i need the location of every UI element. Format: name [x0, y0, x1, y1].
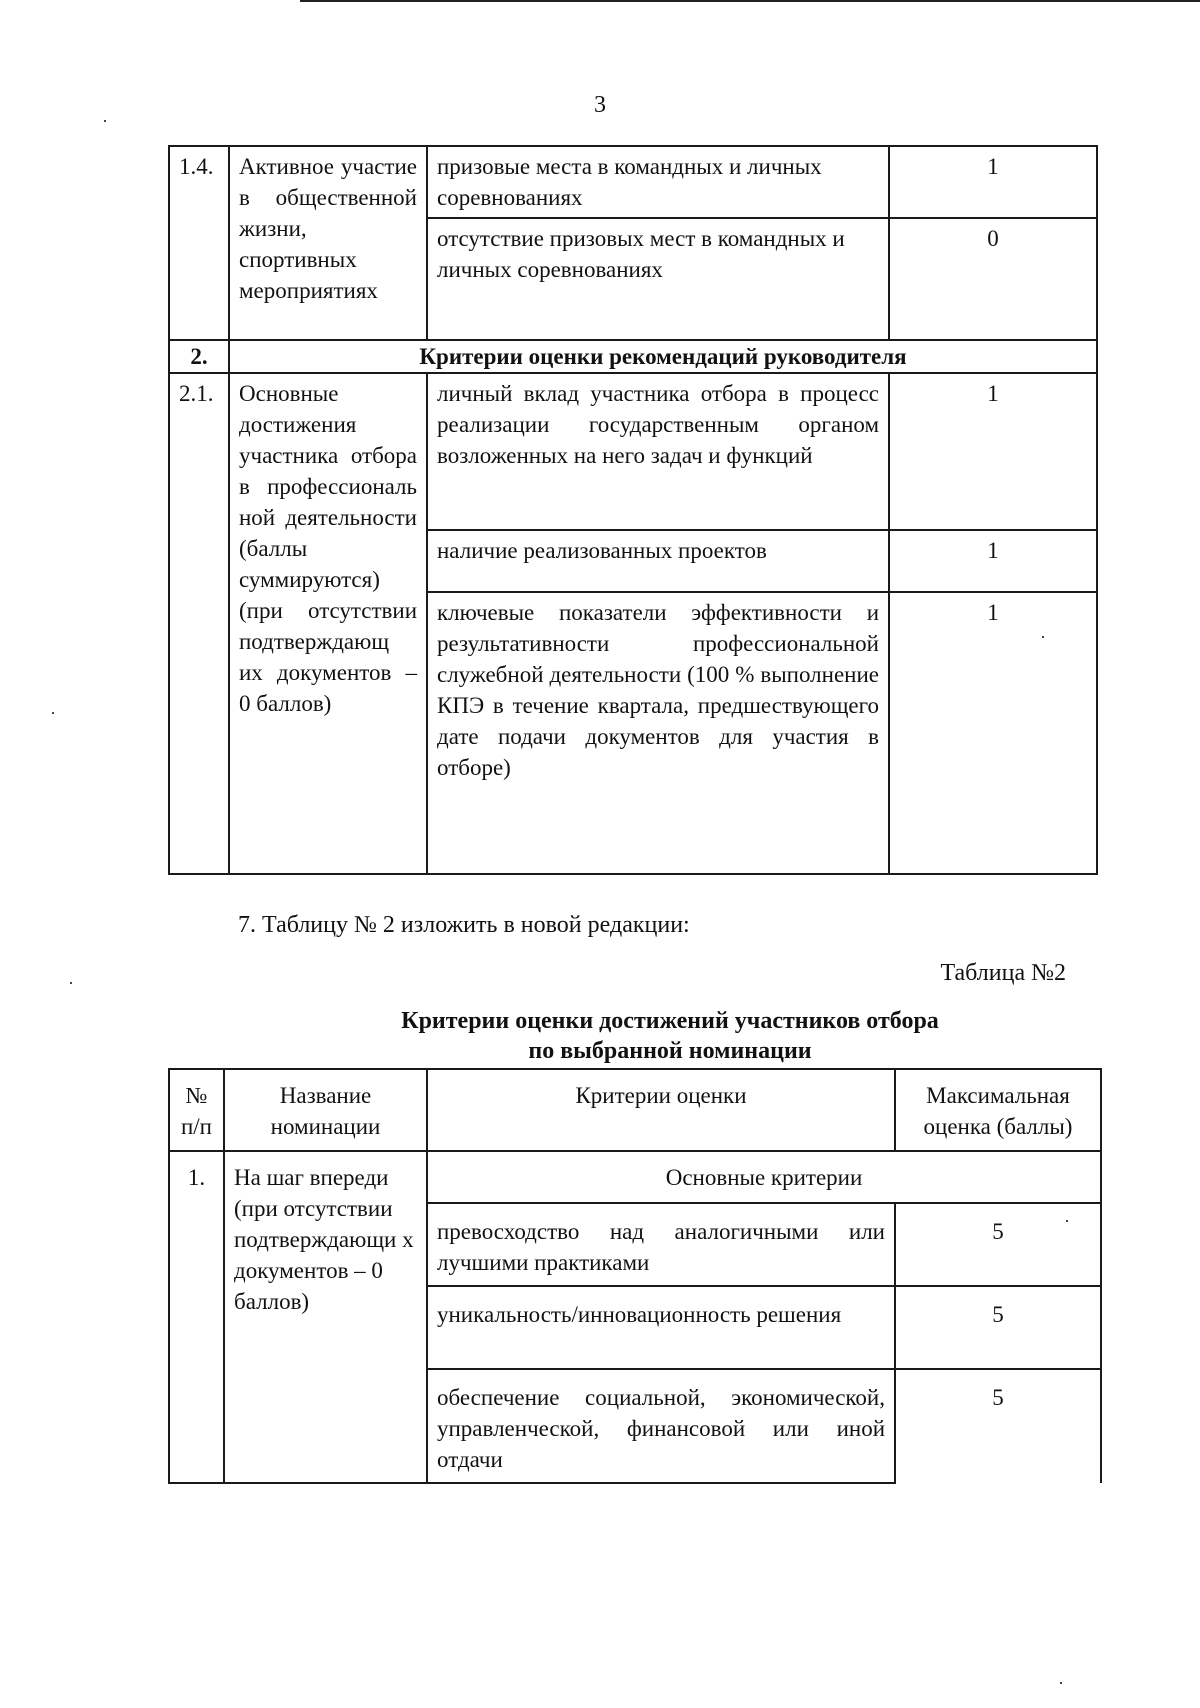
criterion-text: превосходство над аналогичными или лучшими практиками [427, 1203, 895, 1286]
row-number: 2.1. [169, 373, 229, 874]
table-heading-line-2: по выбранной номинации [528, 1038, 812, 1064]
header-criteria: Критерии оценки [427, 1069, 895, 1151]
table-caption: Таблица №2 [940, 960, 1066, 986]
scan-edge-line [300, 0, 1200, 2]
criterion-text: наличие реализованных проектов [427, 530, 889, 592]
criterion-text: призовые места в командных и личных соревнованиях [427, 146, 889, 218]
table-heading [0, 1006, 1200, 1066]
page-number: 3 [594, 92, 606, 118]
criterion-text: ключевые показатели эффективности и результативности профессиональной служебной деятельности (100 % выполнение КПЭ в течение квартала, предшествующего дате подачи документов для участия в отборе) [427, 592, 889, 874]
criterion-score: 1 [889, 530, 1097, 592]
header-max-score: Максимальная оценка (баллы) [895, 1069, 1101, 1151]
section-row [169, 340, 1097, 373]
header-name: Название номинации [224, 1069, 427, 1151]
header-num: № п/п [169, 1069, 224, 1151]
nomination-name: На шаг впереди (при отсутствии подтверждающи х документов – 0 баллов) [224, 1151, 427, 1483]
scan-speck [1060, 1682, 1062, 1684]
criterion-text: обеспечение социальной, экономической, управленческой, финансовой или иной отдачи [427, 1369, 895, 1483]
table-row [169, 146, 1097, 218]
table-heading-line-1: Критерии оценки достижений участников отбора [401, 1008, 939, 1034]
criteria-table-2 [168, 1068, 1102, 1484]
row-number: 1. [169, 1151, 224, 1483]
scan-speck [70, 982, 72, 984]
criterion-score: 5 [895, 1369, 1101, 1483]
section-title: Критерии оценки рекомендаций руководителя [229, 340, 1097, 373]
scan-speck [1066, 1220, 1068, 1222]
criterion-text: уникальность/инновационность решения [427, 1286, 895, 1369]
section-number: 2. [169, 340, 229, 373]
paragraph-7: 7. Таблицу № 2 изложить в новой редакции: [238, 912, 690, 938]
criterion-score: 1 [889, 373, 1097, 530]
scan-speck [1042, 636, 1044, 638]
criterion-score: 1 [889, 592, 1097, 874]
criterion-text: личный вклад участника отбора в процесс реализации государственным органом возложенных на него задач и функций [427, 373, 889, 530]
row-number: 1.4. [169, 146, 229, 340]
scan-speck [104, 120, 106, 122]
criterion-text: отсутствие призовых мест в командных и личных соревнованиях [427, 218, 889, 340]
criterion-score: 0 [889, 218, 1097, 340]
header-row [169, 1069, 1101, 1151]
scan-speck [52, 712, 54, 714]
subheader-main-criteria: Основные критерии [427, 1151, 1101, 1203]
table-row [169, 1151, 1101, 1203]
criterion-score: 5 [895, 1286, 1101, 1369]
criteria-table-1 [168, 145, 1098, 875]
criterion-score: 5 [895, 1203, 1101, 1286]
criterion-name: Основные достижения участника отбора в профессиональ ной деятельности (баллы суммируются) (при отсутствии подтверждающ их документов – 0 баллов) [229, 373, 427, 874]
table-row [169, 373, 1097, 530]
criterion-name: Активное участие в общественной жизни, спортивных мероприятиях [229, 146, 427, 340]
criterion-score: 1 [889, 146, 1097, 218]
